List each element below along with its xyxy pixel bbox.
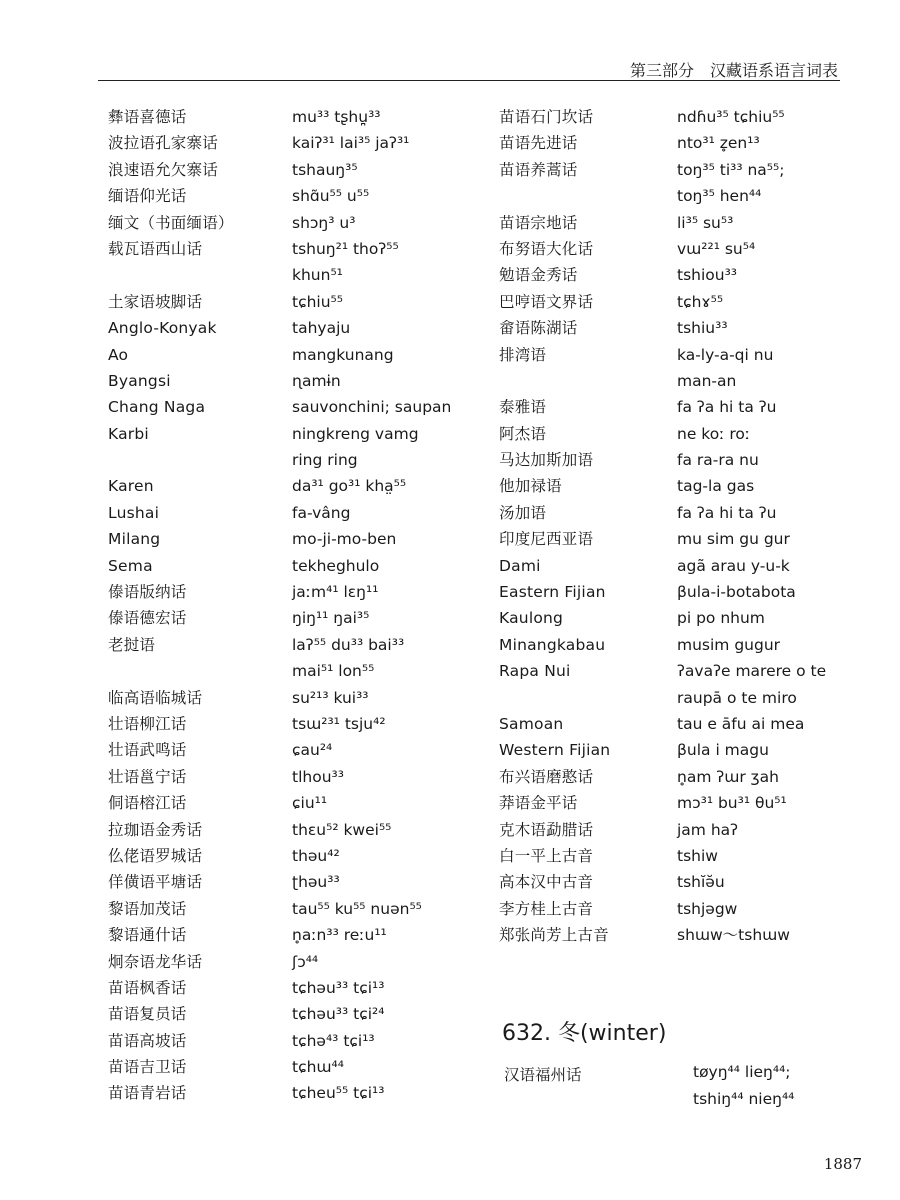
blank-line xyxy=(499,685,669,711)
word-form: mo-ji-mo-ben xyxy=(292,530,397,549)
word-form: pi po nhum xyxy=(677,609,765,628)
language-name: 缅语仰光话 xyxy=(108,187,187,206)
language-name: Chang Naga xyxy=(108,398,206,417)
word-form: mɔ³¹ bu³¹ θu⁵¹ xyxy=(677,794,787,813)
word-form: tɕhəu³³ tɕi²⁴ xyxy=(292,1005,385,1024)
word-form: nto³¹ z̥en¹³ xyxy=(677,134,760,153)
language-name: Kaulong xyxy=(499,609,564,628)
word-form: laʔ⁵⁵ du³³ bai³³ xyxy=(292,635,405,654)
word-form: ɳamɨn xyxy=(292,371,341,390)
word-form: musim gugur xyxy=(677,635,781,654)
word-form: tshiw xyxy=(677,846,718,865)
entry-heading: 632. 冬(winter) xyxy=(502,1021,667,1046)
word-form: tlhou³³ xyxy=(292,767,344,786)
word-form: mu sim gu gur xyxy=(677,530,790,549)
word-form: fa ʔa hi ta ʔu xyxy=(677,398,777,417)
blank-line xyxy=(108,262,278,288)
language-name: Milang xyxy=(108,530,161,549)
word-form: agã arau y-u-k xyxy=(677,556,790,575)
language-name: 印度尼西亚语 xyxy=(499,530,594,549)
entry-language: 汉语福州话 xyxy=(504,1066,582,1084)
word-form: ɕau²⁴ xyxy=(292,741,333,760)
word-form: tag-la gas xyxy=(677,477,755,496)
word-form: ɕiu¹¹ xyxy=(292,794,328,813)
entry-form-line1: tøyŋ⁴⁴ lieŋ⁴⁴; xyxy=(693,1063,791,1081)
language-name: Karen xyxy=(108,477,154,496)
language-name: 壮语邕宁话 xyxy=(108,767,187,786)
word-form: shɑ̃u⁵⁵ u⁵⁵ xyxy=(292,187,370,206)
language-name: 浪速语允欠寨话 xyxy=(108,160,218,179)
word-form: mangkunang xyxy=(292,345,394,364)
language-name: 苗语枫香话 xyxy=(108,978,187,997)
language-name: 巴哼语文界话 xyxy=(499,292,594,311)
language-name: 缅文（书面缅语） xyxy=(108,213,234,232)
word-form: tɕhə⁴³ tɕi¹³ xyxy=(292,1031,375,1050)
word-form: jaːm⁴¹ lɛŋ¹¹ xyxy=(292,583,379,602)
word-form: fa-vâng xyxy=(292,503,351,522)
running-header: 第三部分 汉藏语系语言词表 xyxy=(629,61,838,80)
word-form: toŋ³⁵ ti³³ na⁵⁵; xyxy=(677,160,785,179)
word-form: shɯw～tshɯw xyxy=(677,926,790,945)
word-form: vɯ²²¹ su⁵⁴ xyxy=(677,239,756,258)
language-name: 壮语武鸣话 xyxy=(108,741,187,760)
word-form: tshuŋ²¹ thoʔ⁵⁵ xyxy=(292,239,399,258)
language-name: Anglo-Konyak xyxy=(108,319,217,338)
language-name: 苗语复员话 xyxy=(108,1005,187,1024)
language-name: 苗语养蒿话 xyxy=(499,160,578,179)
language-name: 傣语德宏话 xyxy=(108,609,187,628)
language-name: 泰雅语 xyxy=(499,398,547,417)
language-name: 苗语石门坎话 xyxy=(499,108,594,126)
language-name: Byangsi xyxy=(108,371,171,390)
language-name: 彝语喜德话 xyxy=(108,108,187,126)
word-form: mu³³ tʂhu̪³³ xyxy=(292,108,381,126)
word-form: n̥am ʔɯr ʒah xyxy=(677,767,779,786)
language-name: Western Fijian xyxy=(499,741,611,760)
word-form: tshiou³³ xyxy=(677,266,738,285)
language-name: 莽语金平话 xyxy=(499,794,578,813)
form-column-right xyxy=(677,104,852,949)
word-form: man-an xyxy=(677,371,737,390)
word-form: tɕhɤ⁵⁵ xyxy=(677,292,724,311)
word-form: tɕhɯ⁴⁴ xyxy=(292,1058,344,1077)
word-form: βula-i-botabota xyxy=(677,583,796,602)
word-form: ŋiŋ¹¹ ŋai³⁵ xyxy=(292,609,370,628)
word-form: shɔŋ³ u³ xyxy=(292,213,356,232)
language-name: 临高语临城话 xyxy=(108,688,203,707)
language-name: Sema xyxy=(108,556,153,575)
word-form: jam haʔ xyxy=(677,820,739,839)
language-name: 苗语高坡话 xyxy=(108,1031,187,1050)
language-name: 傣语版纳话 xyxy=(108,583,187,602)
word-form: tɕhəu³³ tɕi¹³ xyxy=(292,978,385,997)
word-form: su²¹³ kui³³ xyxy=(292,688,369,707)
word-form: ndɦu³⁵ tɕhiu⁵⁵ xyxy=(677,108,785,126)
word-form: kaiʔ³¹ lai³⁵ jaʔ³¹ xyxy=(292,134,410,153)
language-name: Ao xyxy=(108,345,129,364)
word-form: ring ring xyxy=(292,451,358,470)
blank-line xyxy=(108,658,278,684)
word-form: tɕheu⁵⁵ tɕi¹³ xyxy=(292,1084,385,1103)
entry-form-line2: tshiŋ⁴⁴ nieŋ⁴⁴ xyxy=(693,1090,795,1108)
word-form: khun⁵¹ xyxy=(292,266,343,285)
language-name: 老挝语 xyxy=(108,635,156,654)
blank-line xyxy=(499,368,669,394)
language-name: 炯奈语龙华话 xyxy=(108,952,203,971)
word-form: ʔavaʔe marere o te xyxy=(677,662,827,681)
word-form: ʈhəu³³ xyxy=(292,873,340,892)
word-form: tshiu³³ xyxy=(677,319,728,338)
language-column-right xyxy=(499,104,669,949)
language-name: Samoan xyxy=(499,714,564,733)
language-name: 布兴语磨憨话 xyxy=(499,767,594,786)
language-name: 壮语柳江话 xyxy=(108,714,187,733)
language-column-left xyxy=(108,104,278,1107)
language-name: 波拉语孔家寨话 xyxy=(108,134,218,153)
header-rule xyxy=(98,80,840,81)
word-form: fa ʔa hi ta ʔu xyxy=(677,503,777,522)
language-name: 排湾语 xyxy=(499,345,547,364)
language-name: 佯僙语平塘话 xyxy=(108,873,203,892)
form-column-left xyxy=(292,104,482,1107)
language-name: 阿杰语 xyxy=(499,424,547,443)
word-form: βula i magu xyxy=(677,741,769,760)
language-name: 高本汉中古音 xyxy=(499,873,594,892)
word-form: ne koː roː xyxy=(677,424,751,443)
language-name: 拉珈语金秀话 xyxy=(108,820,203,839)
word-form: li³⁵ su⁵³ xyxy=(677,213,734,232)
language-name: 郑张尚芳上古音 xyxy=(499,926,609,945)
language-name: 载瓦语西山话 xyxy=(108,239,203,258)
word-form: ʃɔ⁴⁴ xyxy=(292,952,319,971)
page-number: 1887 xyxy=(823,1155,862,1173)
word-form: tshauŋ³⁵ xyxy=(292,160,358,179)
language-name: 马达加斯加语 xyxy=(499,451,594,470)
word-form: toŋ³⁵ hen⁴⁴ xyxy=(677,187,762,206)
language-name: Rapa Nui xyxy=(499,662,571,681)
language-name: 仫佬语罗城话 xyxy=(108,846,203,865)
word-form: da³¹ go³¹ kha̤⁵⁵ xyxy=(292,477,407,496)
language-name: 畲语陈湖话 xyxy=(499,319,578,338)
word-form: mai⁵¹ lon⁵⁵ xyxy=(292,662,375,681)
word-form: sauvonchini; saupan xyxy=(292,398,452,417)
word-form: tahyaju xyxy=(292,319,351,338)
word-form: tshĭə̆u xyxy=(677,873,725,892)
word-form: ka-ly-a-qi nu xyxy=(677,345,774,364)
language-name: Minangkabau xyxy=(499,635,606,654)
language-name: Lushai xyxy=(108,503,160,522)
language-name: 白一平上古音 xyxy=(499,846,594,865)
word-form: ningkreng vamg xyxy=(292,424,419,443)
blank-line xyxy=(499,183,669,209)
language-name: 汤加语 xyxy=(499,503,547,522)
language-name: Dami xyxy=(499,556,541,575)
language-name: 黎语通什话 xyxy=(108,926,187,945)
language-name: 土家语坡脚话 xyxy=(108,292,203,311)
language-name: 苗语吉卫话 xyxy=(108,1058,187,1077)
language-name: Eastern Fijian xyxy=(499,583,606,602)
word-form: tau e āfu ai mea xyxy=(677,714,805,733)
language-name: 侗语榕江话 xyxy=(108,794,187,813)
word-form: tsɯ²³¹ tsju⁴² xyxy=(292,714,386,733)
word-form: tshjəgw xyxy=(677,899,738,918)
word-form: tekheghulo xyxy=(292,556,380,575)
word-form: n̥aːn³³ reːu¹¹ xyxy=(292,926,387,945)
language-name: 苗语青岩话 xyxy=(108,1084,187,1103)
word-form: tɕhiu⁵⁵ xyxy=(292,292,343,311)
word-form: thɛu⁵² kwei⁵⁵ xyxy=(292,820,392,839)
language-name: 苗语先进话 xyxy=(499,134,578,153)
language-name: 他加禄语 xyxy=(499,477,562,496)
language-name: 克木语勐腊话 xyxy=(499,820,594,839)
language-name: 黎语加茂话 xyxy=(108,899,187,918)
word-form: tau⁵⁵ ku⁵⁵ nuən⁵⁵ xyxy=(292,899,422,918)
blank-line xyxy=(108,447,278,473)
language-name: 勉语金秀话 xyxy=(499,266,578,285)
language-name: 李方桂上古音 xyxy=(499,899,594,918)
language-name: Karbi xyxy=(108,424,149,443)
language-name: 苗语宗地话 xyxy=(499,213,578,232)
word-form: raupā o te miro xyxy=(677,688,797,707)
word-form: fa ra-ra nu xyxy=(677,451,759,470)
word-form: thəu⁴² xyxy=(292,846,340,865)
language-name: 布努语大化话 xyxy=(499,239,594,258)
